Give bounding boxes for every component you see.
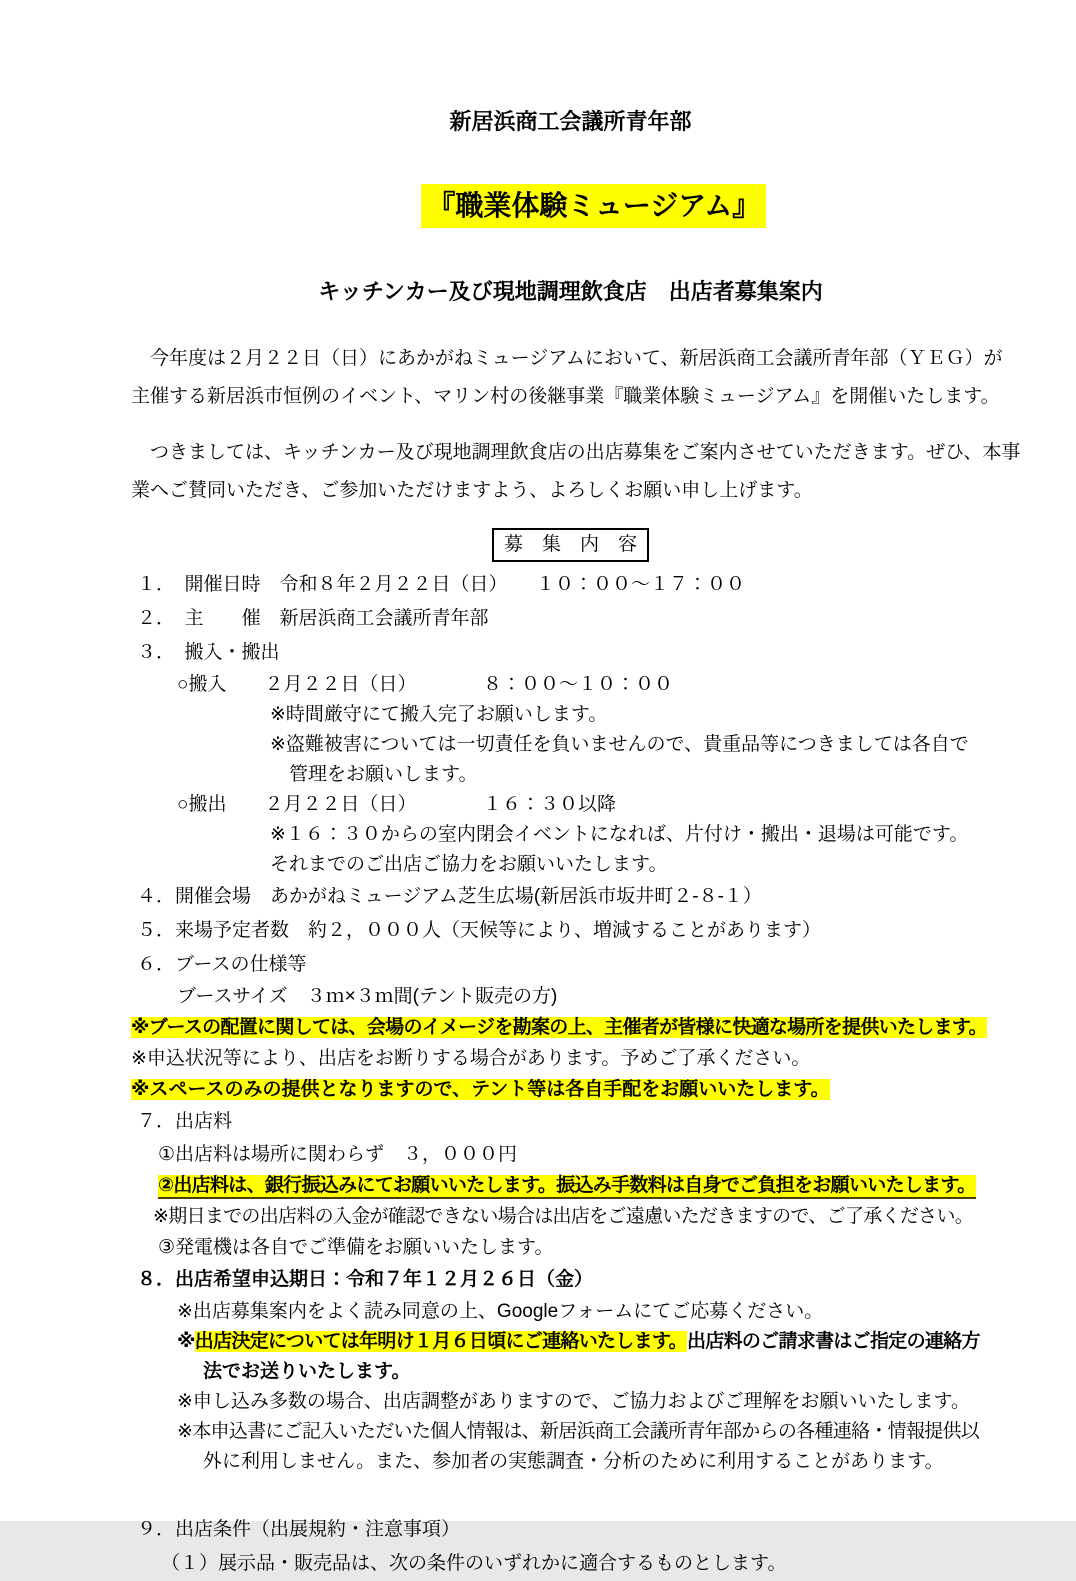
doc-line <box>131 700 1010 730</box>
text-segment: ※本申込書にご記入いただいた個人情報は、新居浜商工会議所青年部からの各種連絡・情報提供以 <box>177 1421 980 1442</box>
doc-line <box>131 982 1010 1012</box>
text-segment: 出店決定については年明け１月６日頃にご連絡いたします。 <box>194 1331 687 1352</box>
intro-line: 主催する新居浜市恒例のイベント、マリン村の後継事業『職業体験ミュージアム』を開催いたします。 <box>131 386 1000 407</box>
text-segment: ６．ブースの仕様等 <box>137 954 307 975</box>
text-segment: ブースサイズ ３ｍ×３ｍ間(テント販売の方) <box>177 986 558 1007</box>
text-segment: ※申し込み多数の場合、出店調整がありますので、ご協力およびご理解をお願いいたします。 <box>177 1391 971 1412</box>
text-segment: ※１６：３０からの室内閉会イベントになれば、片付け・搬出・退場は可能です。 <box>270 824 969 845</box>
doc-line <box>131 914 1010 948</box>
doc-line <box>131 602 1010 636</box>
doc-line <box>131 1417 1010 1447</box>
text-segment: ５．来場予定者数 約２，０００人（天候等により、増減することがあります） <box>137 920 822 941</box>
text-segment: ２． 主 催 新居浜商工会議所青年部 <box>137 608 489 629</box>
doc-line <box>131 1139 1010 1170</box>
section-heading-wrap <box>131 528 1010 562</box>
doc-line <box>131 790 1010 820</box>
doc-line <box>131 670 1010 700</box>
text-segment: 法でお送りいたします。 <box>203 1361 411 1382</box>
doc-line <box>131 1232 1010 1263</box>
text-segment: それまでのご出店ご協力をお願いいたします。 <box>270 854 668 875</box>
doc-line <box>131 948 1010 982</box>
text-segment: 管理をお願いします。 <box>289 764 478 785</box>
doc-line <box>131 1327 1010 1357</box>
text-segment: ※スペースのみの提供となりますので、テント等は各自手配をお願いいたします。 <box>131 1079 830 1100</box>
spacer <box>131 1477 1010 1513</box>
doc-line <box>131 1012 1010 1043</box>
text-segment: ②出店料は、銀行振込みにてお願いいたします。振込み手数料は自身でご負担をお願いいたします。 <box>158 1175 976 1199</box>
intro-line: 今年度は２月２２日（日）にあかがねミュージアムにおいて、新居浜商工会議所青年部（ＹＥＧ）が <box>131 348 1003 369</box>
doc-line <box>131 850 1010 880</box>
doc-line <box>131 1513 1010 1547</box>
text-segment: ４．開催会場 あかがねミュージアム芝生広場(新居浜市坂井町２-８-１） <box>137 886 762 907</box>
doc-line <box>131 1105 1010 1139</box>
text-segment: ※期日までの出店料の入金が確認できない場合は出店をご遠慮いただきますので、ご了承ください。 <box>153 1206 974 1227</box>
text-segment: ※時間厳守にて搬入完了お願いします。 <box>270 704 608 725</box>
doc-line <box>131 1201 1010 1232</box>
doc-line <box>131 1043 1010 1074</box>
doc-line <box>131 1447 1010 1477</box>
text-segment: ７．出店料 <box>137 1111 233 1132</box>
doc-line <box>131 820 1010 850</box>
text-segment: ※出店募集案内をよく読み同意の上、Googleフォームにてご応募ください。 <box>177 1301 824 1322</box>
text-segment: ①出店料は場所に関わらず ３，０００円 <box>158 1144 518 1165</box>
document-organization-title: 新居浜商工会議所青年部 <box>449 109 692 134</box>
section-heading-box: 募 集 内 容 <box>492 528 649 562</box>
doc-line <box>131 1297 1010 1327</box>
text-segment: ③発電機は各自でご準備をお願いいたします。 <box>158 1237 554 1258</box>
text-segment: ※ブースの配置に関しては、会場のイメージを勘案の上、主催者が皆様に快適な場所を提供いたします。 <box>131 1017 987 1038</box>
doc-line <box>131 880 1010 914</box>
doc-line <box>131 1170 1010 1201</box>
text-segment: ３． 搬入・搬出 <box>137 642 280 663</box>
document-event-title <box>131 140 1010 272</box>
doc-line <box>131 1074 1010 1105</box>
text-segment: ※盗難被害については一切責任を負いませんので、貴重品等につきましては各自で <box>270 734 969 755</box>
doc-line <box>131 730 1010 760</box>
highlighted-event-title: 『職業体験ミュージアム』 <box>421 184 766 228</box>
document-subtitle: キッチンカー及び現地調理飲食店 出店者募集案内 <box>318 279 823 304</box>
text-segment: ※申込状況等により、出店をお断りする場合があります。予めご了承ください。 <box>131 1048 811 1069</box>
text-segment: 外に利用しません。また、参加者の実態調査・分析のために利用することがあります。 <box>203 1451 944 1472</box>
intro-paragraph <box>131 434 1021 510</box>
text-segment: 出店料のご請求書はご指定の連絡方 <box>686 1331 980 1352</box>
doc-line <box>131 1547 1010 1581</box>
text-segment: （１）展示品・販売品は、次の条件のいずれかに適合するものとします。 <box>161 1553 787 1574</box>
doc-line <box>131 1357 1010 1387</box>
text-segment: ９．出店条件（出展規約・注意事項） <box>137 1519 461 1540</box>
intro-paragraphs <box>131 340 1021 510</box>
doc-line <box>131 568 1010 602</box>
intro-line: 業へご賛同いただき、ご参加いただけますよう、よろしくお願い申し上げます。 <box>131 480 813 501</box>
text-segment: ○搬出 ２月２２日（日） １６：３０以降 <box>177 794 616 815</box>
text-segment: ８．出店希望申込期日：令和７年１２月２６日（金） <box>137 1269 594 1290</box>
doc-line <box>131 1263 1010 1297</box>
intro-line: つきましては、キッチンカー及び現地調理飲食店の出店募集をご案内させていただきます。ぜひ、本事 <box>131 442 1021 463</box>
text-segment: ○搬入 ２月２２日（日） ８：００～１０：００ <box>177 674 673 695</box>
doc-line <box>131 1387 1010 1417</box>
text-segment: ※ <box>177 1331 195 1352</box>
doc-line <box>131 636 1010 670</box>
document-body <box>131 568 1010 1581</box>
intro-paragraph <box>131 340 1010 416</box>
text-segment: １． 開催日時 令和８年２月２２日（日） １０：００～１７：００ <box>137 574 746 595</box>
doc-line <box>131 760 1010 790</box>
